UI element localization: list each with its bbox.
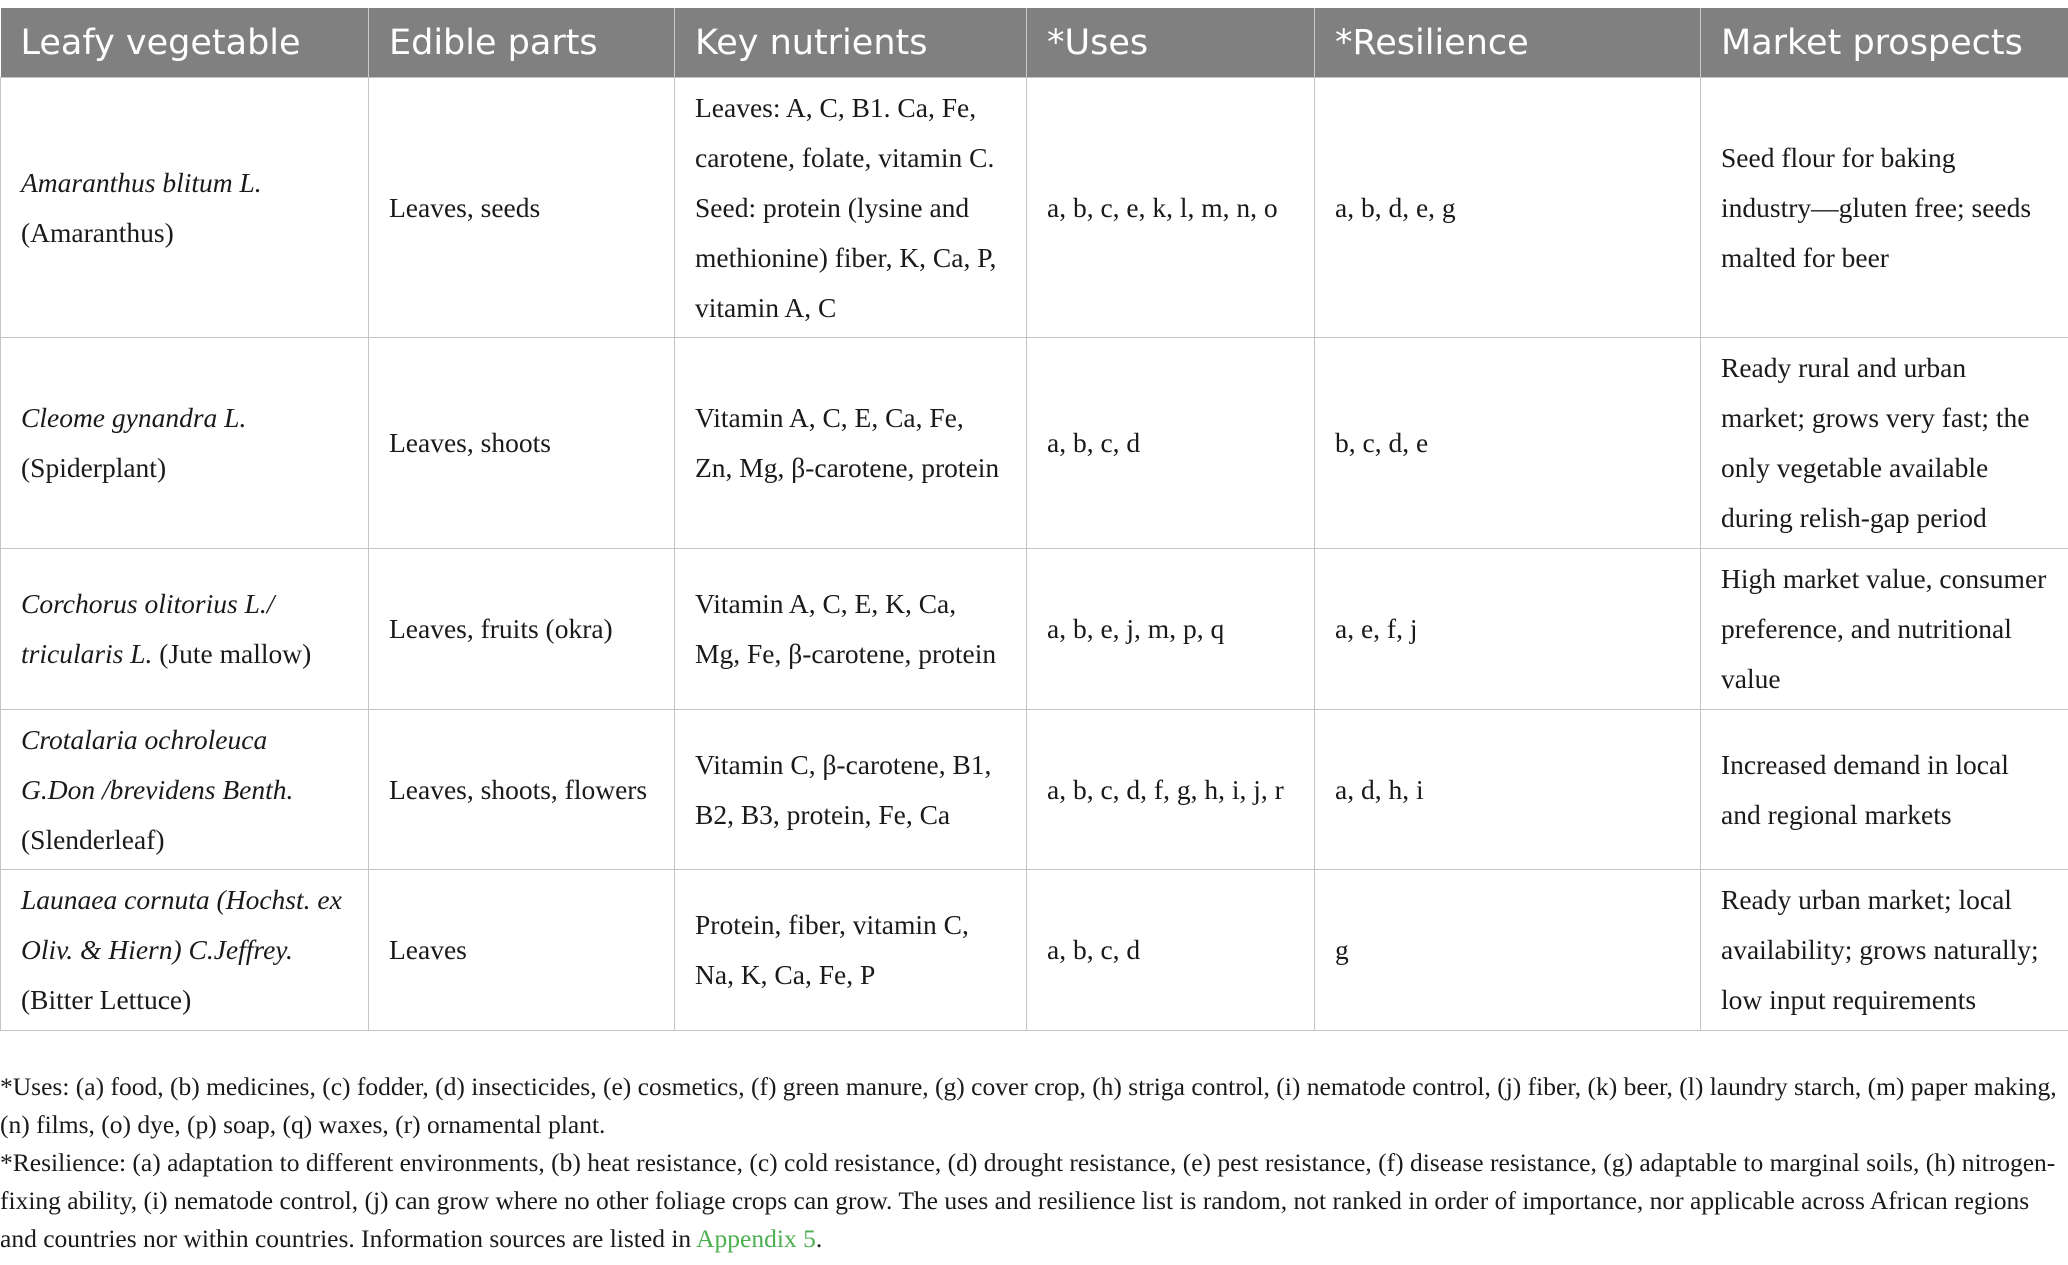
cell-uses: a, b, c, e, k, l, m, n, o bbox=[1027, 78, 1315, 338]
cell-market-prospects: Increased demand in local and regional markets bbox=[1701, 710, 2068, 870]
table-row bbox=[1, 870, 2068, 1031]
cell-edible-parts: Leaves, seeds bbox=[369, 78, 675, 338]
cell-key-nutrients: Vitamin C, β-carotene, B1, B2, B3, protein, Fe, Ca bbox=[675, 710, 1027, 870]
cell-key-nutrients: Leaves: A, C, B1. Ca, Fe, carotene, folate, vitamin C. Seed: protein (lysine and methionine) fiber, K, Ca, P, vitamin A, C bbox=[675, 78, 1027, 338]
table-row bbox=[1, 78, 2068, 338]
cell-market-prospects: Seed flour for baking industry—gluten free; seeds malted for beer bbox=[1701, 78, 2068, 338]
cell-resilience: a, e, f, j bbox=[1315, 549, 1701, 710]
cell-uses: a, b, e, j, m, p, q bbox=[1027, 549, 1315, 710]
vegetable-table bbox=[0, 8, 2068, 1031]
vegetable-scientific-name: Cleome gynandra L. bbox=[21, 402, 247, 433]
cell-edible-parts: Leaves, shoots, flowers bbox=[369, 710, 675, 870]
header-market-prospects: Market prospects bbox=[1701, 8, 2068, 78]
header-leafy-vegetable: Leafy vegetable bbox=[1, 8, 369, 78]
footnote-uses: *Uses: (a) food, (b) medicines, (c) fodder, (d) insecticides, (e) cosmetics, (f) green manure, (g) cover crop, (h) striga control, (i) nematode control, (j) fiber, (k) beer, (l) laundry starch, (m) paper making, (n) films, (o) dye, (p) soap, (q) waxes, (r) ornamental plant. bbox=[0, 1072, 2057, 1139]
table-header-row bbox=[1, 8, 2068, 78]
vegetable-common-name: (Jute mallow) bbox=[159, 638, 312, 669]
cell-vegetable bbox=[1, 78, 369, 338]
vegetable-scientific-name: Amaranthus blitum L. bbox=[21, 166, 262, 198]
vegetable-common-name: (Bitter Lettuce) bbox=[21, 984, 192, 1015]
cell-edible-parts: Leaves, shoots bbox=[369, 338, 675, 549]
cell-key-nutrients: Protein, fiber, vitamin C, Na, K, Ca, Fe, P bbox=[675, 870, 1027, 1031]
cell-edible-parts: Leaves bbox=[369, 870, 675, 1031]
cell-key-nutrients: Vitamin A, C, E, K, Ca, Mg, Fe, β-carotene, protein bbox=[675, 549, 1027, 710]
cell-key-nutrients: Vitamin A, C, E, Ca, Fe, Zn, Mg, β-carotene, protein bbox=[675, 338, 1027, 549]
header-resilience: *Resilience bbox=[1315, 8, 1701, 78]
cell-resilience: g bbox=[1315, 870, 1701, 1031]
cell-uses: a, b, c, d bbox=[1027, 870, 1315, 1031]
footnote-resilience-text: *Resilience: (a) adaptation to different environments, (b) heat resistance, (c) cold resistance, (d) drought resistance, (e) pest resistance, (f) disease resistance, (g) adaptable to marginal soils, (h) nitrogen-fixing ability, (i) nematode control, (j) can grow where no other foliage crops can grow. The uses and resilience list is random, not ranked in order of importance, nor applicable across African regions and countries nor within countries. Information sources are listed in bbox=[0, 1148, 2056, 1253]
vegetable-common-name: (Slenderleaf) bbox=[21, 823, 165, 855]
cell-market-prospects: High market value, consumer preference, and nutritional value bbox=[1701, 549, 2068, 710]
table-row bbox=[1, 549, 2068, 710]
cell-vegetable bbox=[1, 870, 369, 1031]
header-uses: *Uses bbox=[1027, 8, 1315, 78]
vegetable-scientific-name: Corchorus olitorius L./ tricularis L. bbox=[21, 588, 275, 669]
vegetable-scientific-name: Launaea cornuta (Hochst. ex Oliv. & Hiern) C.Jeffrey. bbox=[21, 884, 342, 965]
cell-market-prospects: Ready rural and urban market; grows very fast; the only vegetable available during relish-gap period bbox=[1701, 338, 2068, 549]
vegetable-scientific-name: Crotalaria ochroleuca G.Don /brevidens Benth. bbox=[21, 723, 294, 805]
vegetable-common-name: (Spiderplant) bbox=[21, 452, 167, 483]
cell-resilience: b, c, d, e bbox=[1315, 338, 1701, 549]
cell-resilience: a, b, d, e, g bbox=[1315, 78, 1701, 338]
cell-vegetable bbox=[1, 338, 369, 549]
cell-resilience: a, d, h, i bbox=[1315, 710, 1701, 870]
table-footnotes bbox=[0, 1068, 2068, 1258]
vegetable-table-container bbox=[0, 8, 2068, 1031]
cell-uses: a, b, c, d, f, g, h, i, j, r bbox=[1027, 710, 1315, 870]
footnote-resilience bbox=[0, 1144, 2068, 1258]
footnote-end: . bbox=[815, 1224, 823, 1253]
cell-vegetable bbox=[1, 710, 369, 870]
header-key-nutrients: Key nutrients bbox=[675, 8, 1027, 78]
table-row bbox=[1, 710, 2068, 870]
table-row bbox=[1, 338, 2068, 549]
cell-edible-parts: Leaves, fruits (okra) bbox=[369, 549, 675, 710]
header-edible-parts: Edible parts bbox=[369, 8, 675, 78]
cell-market-prospects: Ready urban market; local availability; grows naturally; low input requirements bbox=[1701, 870, 2068, 1031]
cell-uses: a, b, c, d bbox=[1027, 338, 1315, 549]
cell-vegetable bbox=[1, 549, 369, 710]
vegetable-common-name: (Amaranthus) bbox=[21, 216, 174, 248]
appendix-link[interactable]: Appendix 5 bbox=[696, 1224, 816, 1253]
